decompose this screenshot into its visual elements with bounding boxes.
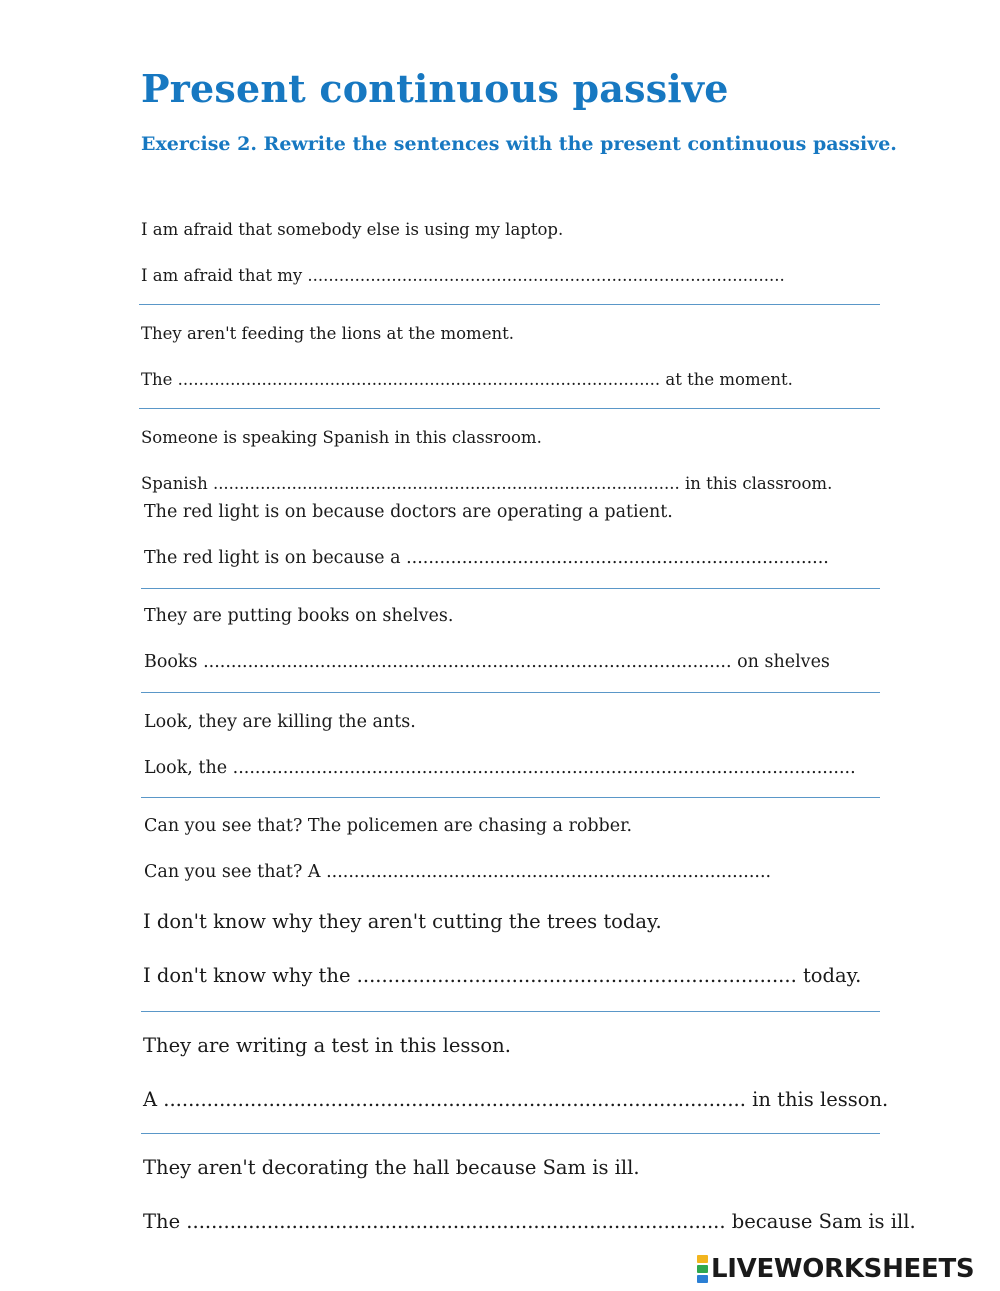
divider xyxy=(141,1011,880,1012)
divider xyxy=(139,304,880,305)
item-8-answer-field[interactable]: I don't know why the ....................................................................... today. xyxy=(143,964,862,987)
liveworksheets-mark-icon xyxy=(697,1254,708,1284)
logo-mark-segment xyxy=(697,1265,708,1273)
item-9-sentence: They are writing a test in this lesson. xyxy=(143,1034,511,1057)
liveworksheets-logo-text: LIVEWORKSHEETS xyxy=(711,1254,975,1284)
item-3-sentence: Someone is speaking Spanish in this classroom. xyxy=(141,428,542,447)
item-3-answer-field[interactable]: Spanish ......................................................................................... in this classroom. xyxy=(141,474,833,493)
item-7-answer-field[interactable]: Can you see that? A ................................................................................ xyxy=(144,862,772,882)
divider xyxy=(139,408,880,409)
item-5-answer-field[interactable]: Books ............................................................................................... on shelves xyxy=(144,652,830,672)
divider xyxy=(141,692,880,693)
item-10-sentence: They aren't decorating the hall because Sam is ill. xyxy=(143,1156,640,1179)
liveworksheets-logo xyxy=(697,1254,974,1284)
item-4-answer-field[interactable]: The red light is on because a ............................................................................ xyxy=(144,548,829,568)
page-title: Present continuous passive xyxy=(141,66,729,111)
item-2-sentence: They aren't feeding the lions at the moment. xyxy=(141,324,514,343)
logo-mark-segment xyxy=(697,1275,708,1283)
logo-mark-segment xyxy=(697,1255,708,1263)
item-10-answer-field[interactable]: The ....................................................................................... because Sam is ill. xyxy=(143,1210,916,1233)
exercise-instructions: Exercise 2. Rewrite the sentences with the present continuous passive. xyxy=(141,133,897,155)
divider xyxy=(141,1133,880,1134)
item-1-sentence: I am afraid that somebody else is using my laptop. xyxy=(141,220,564,239)
item-5-sentence: They are putting books on shelves. xyxy=(144,606,454,626)
item-7-sentence: Can you see that? The policemen are chasing a robber. xyxy=(144,816,633,836)
item-2-answer-field[interactable]: The ............................................................................................ at the moment. xyxy=(141,370,793,389)
item-4-sentence: The red light is on because doctors are operating a patient. xyxy=(144,502,673,522)
item-8-sentence: I don't know why they aren't cutting the trees today. xyxy=(143,910,662,933)
divider xyxy=(141,797,880,798)
item-6-sentence: Look, they are killing the ants. xyxy=(144,712,416,732)
divider xyxy=(141,588,880,589)
item-9-answer-field[interactable]: A .............................................................................................. in this lesson. xyxy=(143,1088,889,1111)
item-1-answer-field[interactable]: I am afraid that my ........................................................................................... xyxy=(141,266,785,285)
item-6-answer-field[interactable]: Look, the ................................................................................................................ xyxy=(144,758,856,778)
